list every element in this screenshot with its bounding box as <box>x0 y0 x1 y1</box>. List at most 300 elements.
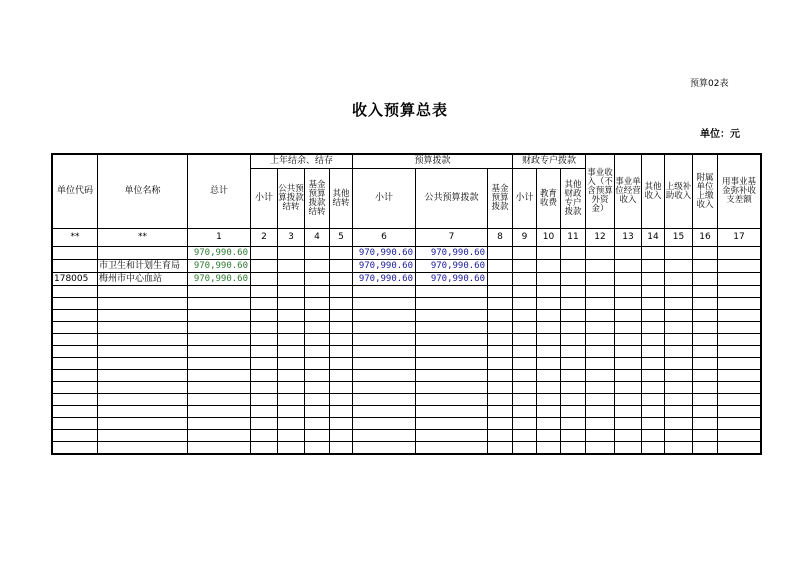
index-cell: 2 <box>251 229 278 247</box>
table-cell <box>188 310 251 322</box>
table-cell <box>718 260 761 273</box>
table-cell <box>330 418 353 430</box>
table-cell <box>665 310 693 322</box>
empty-row <box>53 310 761 322</box>
table-cell <box>615 247 642 260</box>
table-cell <box>537 273 561 286</box>
table-cell <box>488 322 513 334</box>
table-cell <box>513 298 537 310</box>
table-cell <box>513 322 537 334</box>
table-cell <box>330 406 353 418</box>
table-cell <box>561 322 586 334</box>
table-cell <box>718 273 761 286</box>
empty-row <box>53 346 761 358</box>
table-cell <box>642 406 665 418</box>
table-cell <box>251 370 278 382</box>
table-cell <box>278 358 305 370</box>
table-cell <box>488 406 513 418</box>
table-cell <box>642 273 665 286</box>
table-cell <box>278 273 305 286</box>
table-cell <box>488 346 513 358</box>
table-cell <box>615 442 642 454</box>
table-cell <box>718 298 761 310</box>
table-cell <box>665 322 693 334</box>
table-cell <box>615 370 642 382</box>
index-cell: 1 <box>188 229 251 247</box>
table-cell <box>488 273 513 286</box>
index-cell: ** <box>98 229 188 247</box>
total-cell: 970,990.60 <box>188 247 251 260</box>
table-cell <box>488 260 513 273</box>
table-cell <box>561 418 586 430</box>
table-cell <box>278 394 305 406</box>
table-cell <box>53 394 98 406</box>
table-cell <box>98 322 188 334</box>
table-cell <box>693 370 718 382</box>
table-cell <box>251 322 278 334</box>
table-row <box>53 273 761 286</box>
table-cell <box>188 358 251 370</box>
table-cell <box>642 382 665 394</box>
unit-code-cell <box>53 260 98 273</box>
unit-name-cell: 市卫生和计划生育局 <box>98 260 188 273</box>
table-cell <box>98 286 188 298</box>
table-cell <box>188 286 251 298</box>
table-cell <box>278 310 305 322</box>
table-cell <box>416 430 488 442</box>
table-cell <box>98 334 188 346</box>
table-cell <box>615 322 642 334</box>
table-cell <box>305 247 330 260</box>
index-cell: 14 <box>642 229 665 247</box>
table-cell <box>330 394 353 406</box>
table-cell <box>305 358 330 370</box>
table-cell <box>642 346 665 358</box>
table-cell <box>537 370 561 382</box>
table-cell <box>537 298 561 310</box>
table-cell <box>615 430 642 442</box>
table-cell <box>188 442 251 454</box>
table-cell <box>561 382 586 394</box>
budget-public-cell: 970,990.60 <box>416 273 488 286</box>
unit-name-cell <box>98 247 188 260</box>
table-cell <box>305 406 330 418</box>
table-cell <box>251 346 278 358</box>
table-cell <box>98 430 188 442</box>
table-cell <box>305 382 330 394</box>
table-cell <box>188 334 251 346</box>
index-cell: 13 <box>615 229 642 247</box>
table-cell <box>488 358 513 370</box>
table-cell <box>537 247 561 260</box>
table-cell <box>513 310 537 322</box>
table-cell <box>718 247 761 260</box>
table-cell <box>188 418 251 430</box>
table-cell <box>537 260 561 273</box>
header-other-income: 其他收入 <box>642 155 665 229</box>
table-cell <box>693 394 718 406</box>
index-cell: 10 <box>537 229 561 247</box>
unit-code-cell: 178005 <box>53 273 98 286</box>
header-budget-group: 预算拨款 <box>353 155 513 169</box>
table-cell <box>665 418 693 430</box>
header-budget-public: 公共预算拨款 <box>416 169 488 229</box>
empty-row <box>53 406 761 418</box>
header-special-group: 财政专户拨款 <box>513 155 586 169</box>
table-cell <box>537 382 561 394</box>
table-cell <box>251 382 278 394</box>
table-cell <box>513 346 537 358</box>
table-cell <box>278 382 305 394</box>
total-cell: 970,990.60 <box>188 273 251 286</box>
table-cell <box>642 298 665 310</box>
table-cell <box>488 247 513 260</box>
table-cell <box>416 286 488 298</box>
table-cell <box>330 430 353 442</box>
unit-label: 单位：元 <box>700 129 740 140</box>
table-cell <box>537 334 561 346</box>
table-cell <box>561 298 586 310</box>
table-cell <box>665 346 693 358</box>
empty-row <box>53 322 761 334</box>
table-cell <box>353 382 416 394</box>
table-cell <box>537 406 561 418</box>
table-cell <box>353 310 416 322</box>
table-cell <box>665 247 693 260</box>
table-cell <box>416 346 488 358</box>
table-cell <box>537 418 561 430</box>
table-cell <box>98 418 188 430</box>
table-cell <box>615 394 642 406</box>
table-cell <box>305 273 330 286</box>
table-cell <box>665 298 693 310</box>
table-cell <box>718 370 761 382</box>
empty-row <box>53 298 761 310</box>
form-number: 预算02表 <box>690 79 729 89</box>
table-cell <box>561 358 586 370</box>
table-cell <box>537 322 561 334</box>
table-cell <box>615 286 642 298</box>
table-cell <box>278 442 305 454</box>
table-cell <box>305 442 330 454</box>
table-cell <box>561 273 586 286</box>
table-cell <box>353 394 416 406</box>
table-cell <box>330 298 353 310</box>
table-cell <box>353 298 416 310</box>
table-cell <box>98 298 188 310</box>
table-cell <box>53 442 98 454</box>
table-cell <box>513 370 537 382</box>
table-cell <box>251 442 278 454</box>
table-cell <box>330 273 353 286</box>
table-cell <box>693 418 718 430</box>
table-cell <box>665 442 693 454</box>
table-cell <box>561 334 586 346</box>
table-cell <box>561 370 586 382</box>
table-cell <box>305 334 330 346</box>
table-cell <box>693 346 718 358</box>
table-cell <box>537 394 561 406</box>
table-cell <box>642 370 665 382</box>
table-cell <box>53 406 98 418</box>
budget-subtotal-cell: 970,990.60 <box>353 273 416 286</box>
table-cell <box>305 260 330 273</box>
table-cell <box>488 394 513 406</box>
budget-subtotal-cell: 970,990.60 <box>353 247 416 260</box>
table-cell <box>353 334 416 346</box>
table-cell <box>615 334 642 346</box>
header-total: 总计 <box>188 155 251 229</box>
table-cell <box>488 442 513 454</box>
table-cell <box>330 442 353 454</box>
table-cell <box>188 346 251 358</box>
table-cell <box>188 298 251 310</box>
table-cell <box>188 406 251 418</box>
table-cell <box>718 358 761 370</box>
table-cell <box>561 247 586 260</box>
table-cell <box>278 430 305 442</box>
header-carryover-fund: 基金预算拨款结转 <box>305 169 330 229</box>
table-cell <box>416 382 488 394</box>
table-cell <box>98 346 188 358</box>
table-cell <box>513 260 537 273</box>
empty-row <box>53 442 761 454</box>
table-cell <box>513 430 537 442</box>
table-cell <box>642 430 665 442</box>
table-cell <box>718 310 761 322</box>
table-cell <box>98 358 188 370</box>
header-carryover-public: 公共预算拨款结转 <box>278 169 305 229</box>
table-cell <box>537 442 561 454</box>
table-cell <box>416 322 488 334</box>
table-cell <box>718 394 761 406</box>
index-cell: 11 <box>561 229 586 247</box>
header-carryover-other: 其他结转 <box>330 169 353 229</box>
table-cell <box>416 394 488 406</box>
table-cell <box>53 322 98 334</box>
table-cell <box>665 430 693 442</box>
table-cell <box>586 358 615 370</box>
empty-row <box>53 358 761 370</box>
table-cell <box>53 334 98 346</box>
header-carryover-group: 上年结余、结存 <box>251 155 353 169</box>
table-cell <box>642 334 665 346</box>
table-cell <box>718 442 761 454</box>
table-cell <box>513 358 537 370</box>
table-cell <box>53 346 98 358</box>
empty-row <box>53 370 761 382</box>
table-cell <box>353 346 416 358</box>
table-cell <box>513 273 537 286</box>
table-cell <box>53 298 98 310</box>
table-cell <box>353 358 416 370</box>
table-cell <box>305 310 330 322</box>
table-cell <box>586 394 615 406</box>
empty-row <box>53 286 761 298</box>
index-cell: 15 <box>665 229 693 247</box>
table-cell <box>278 298 305 310</box>
table-cell <box>488 298 513 310</box>
table-cell <box>561 406 586 418</box>
table-cell <box>537 346 561 358</box>
table-cell <box>586 334 615 346</box>
budget-public-cell: 970,990.60 <box>416 260 488 273</box>
table-cell <box>665 273 693 286</box>
table-cell <box>586 406 615 418</box>
table-cell <box>718 322 761 334</box>
table-cell <box>642 358 665 370</box>
table-cell <box>561 430 586 442</box>
table-cell <box>330 382 353 394</box>
table-cell <box>513 394 537 406</box>
table-cell <box>693 286 718 298</box>
table-cell <box>665 334 693 346</box>
table-cell <box>693 334 718 346</box>
table-cell <box>586 273 615 286</box>
table-cell <box>278 334 305 346</box>
table-cell <box>330 286 353 298</box>
table-cell <box>561 286 586 298</box>
table-cell <box>537 430 561 442</box>
index-cell: 4 <box>305 229 330 247</box>
table-cell <box>330 322 353 334</box>
table-cell <box>305 346 330 358</box>
table-cell <box>330 310 353 322</box>
header-fund-balance: 用事业基金弥补收支差额 <box>718 155 761 229</box>
table-cell <box>488 310 513 322</box>
table-cell <box>98 394 188 406</box>
table-cell <box>513 442 537 454</box>
header-special-other: 其他财政专户拨款 <box>561 169 586 229</box>
empty-row <box>53 430 761 442</box>
table-cell <box>718 286 761 298</box>
table-cell <box>615 298 642 310</box>
table-cell <box>693 260 718 273</box>
table-cell <box>278 406 305 418</box>
table-cell <box>586 382 615 394</box>
index-cell: 8 <box>488 229 513 247</box>
table-cell <box>278 370 305 382</box>
table-cell <box>251 430 278 442</box>
table-cell <box>615 310 642 322</box>
table-cell <box>251 394 278 406</box>
table-row <box>53 247 761 260</box>
index-row <box>53 229 761 247</box>
table-cell <box>353 370 416 382</box>
table-cell <box>642 260 665 273</box>
table-cell <box>642 286 665 298</box>
table-cell <box>537 310 561 322</box>
table-cell <box>537 286 561 298</box>
table-cell <box>330 358 353 370</box>
table-cell <box>665 286 693 298</box>
table-cell <box>513 418 537 430</box>
table-cell <box>615 346 642 358</box>
table-cell <box>586 298 615 310</box>
table-cell <box>251 247 278 260</box>
table-cell <box>188 370 251 382</box>
table-cell <box>693 298 718 310</box>
table-cell <box>98 310 188 322</box>
table-cell <box>353 442 416 454</box>
table-cell <box>98 370 188 382</box>
table-cell <box>330 370 353 382</box>
table-cell <box>305 322 330 334</box>
table-cell <box>53 286 98 298</box>
index-cell: 5 <box>330 229 353 247</box>
header-superior-subsidy: 上级补助收入 <box>665 155 693 229</box>
table-cell <box>718 346 761 358</box>
table-cell <box>513 286 537 298</box>
table-cell <box>488 370 513 382</box>
table-cell <box>615 358 642 370</box>
table-cell <box>416 370 488 382</box>
table-cell <box>693 322 718 334</box>
table-cell <box>416 358 488 370</box>
total-cell: 970,990.60 <box>188 260 251 273</box>
table-cell <box>353 322 416 334</box>
table-cell <box>561 260 586 273</box>
table-cell <box>665 394 693 406</box>
table-cell <box>53 358 98 370</box>
budget-public-cell: 970,990.60 <box>416 247 488 260</box>
page-title: 收入预算总表 <box>351 101 448 119</box>
table-cell <box>615 260 642 273</box>
table-cell <box>251 298 278 310</box>
table-cell <box>251 358 278 370</box>
table-cell <box>718 406 761 418</box>
table-cell <box>586 430 615 442</box>
table-cell <box>513 334 537 346</box>
table-cell <box>305 370 330 382</box>
header-affiliated-income: 附属单位上缴收入 <box>693 155 718 229</box>
table-cell <box>278 346 305 358</box>
table-cell <box>665 382 693 394</box>
table-cell <box>278 418 305 430</box>
table-cell <box>188 382 251 394</box>
table-row <box>53 260 761 273</box>
index-cell: 17 <box>718 229 761 247</box>
table-cell <box>665 406 693 418</box>
table-cell <box>586 322 615 334</box>
table-cell <box>615 382 642 394</box>
table-cell <box>330 334 353 346</box>
header-special-subtotal: 小计 <box>513 169 537 229</box>
table-cell <box>251 406 278 418</box>
table-cell <box>251 260 278 273</box>
table-cell <box>188 430 251 442</box>
table-cell <box>416 442 488 454</box>
table-cell <box>488 286 513 298</box>
index-cell: ** <box>53 229 98 247</box>
table-cell <box>251 310 278 322</box>
table-cell <box>561 394 586 406</box>
empty-row <box>53 418 761 430</box>
table-cell <box>693 358 718 370</box>
table-cell <box>330 247 353 260</box>
table-cell <box>561 346 586 358</box>
table-cell <box>416 298 488 310</box>
table-cell <box>513 406 537 418</box>
table-cell <box>251 273 278 286</box>
table-cell <box>53 430 98 442</box>
header-special-edu: 教育收费 <box>537 169 561 229</box>
table-cell <box>330 260 353 273</box>
table-cell <box>586 418 615 430</box>
table-cell <box>586 247 615 260</box>
income-budget-table <box>52 154 761 454</box>
table-cell <box>665 358 693 370</box>
